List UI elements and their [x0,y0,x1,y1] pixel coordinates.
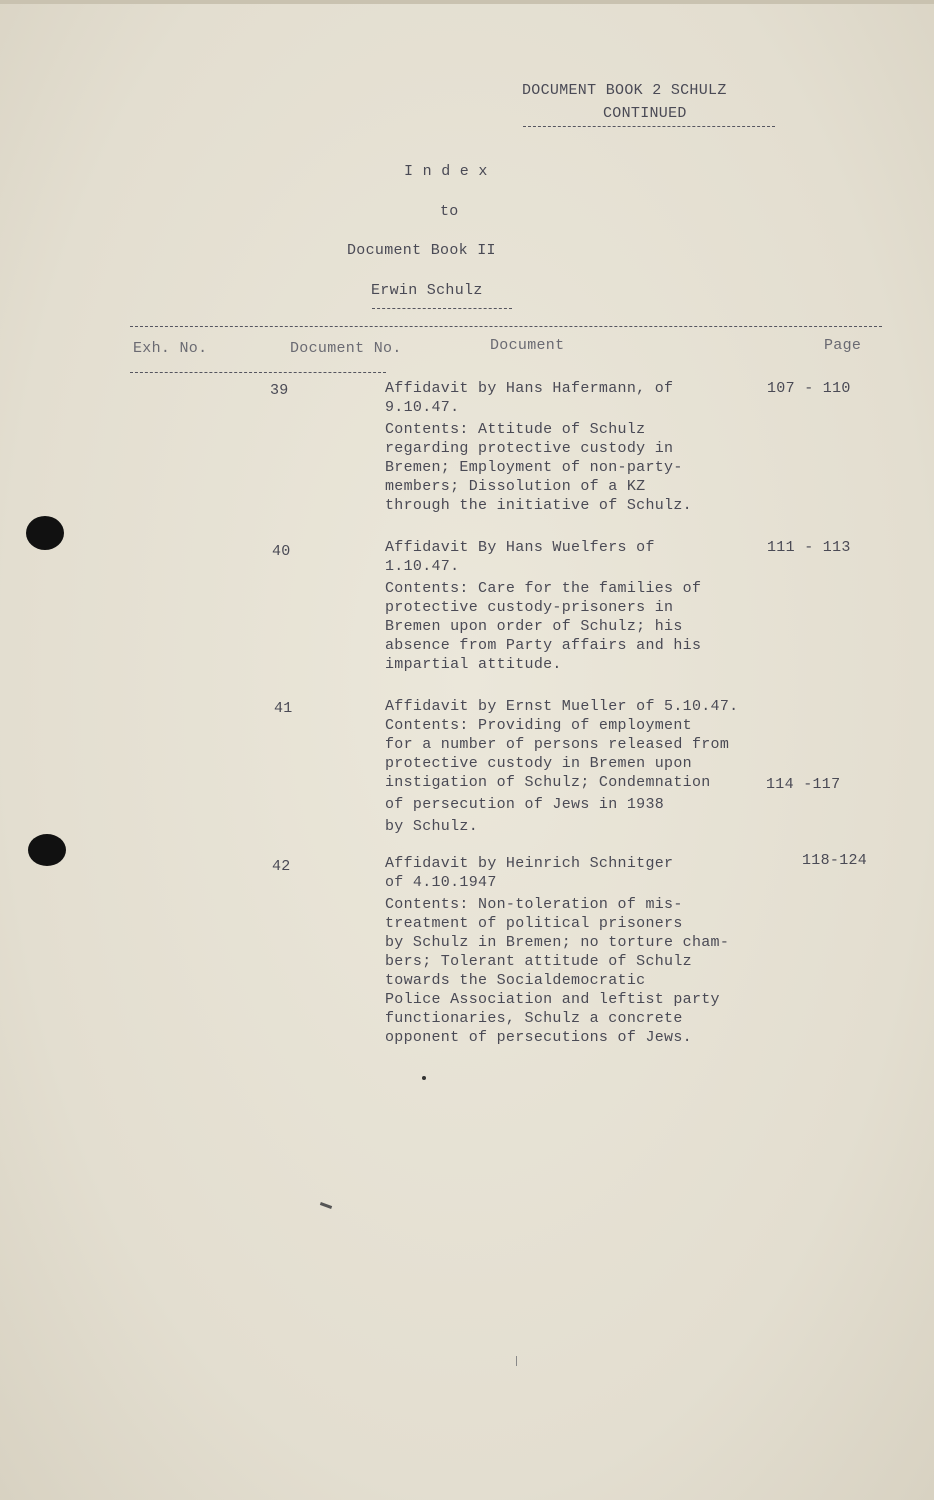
entry-line: absence from Party affairs and his [385,637,702,654]
page-top-edge [0,0,934,4]
entry-doc-no: 42 [272,858,291,875]
punch-hole [26,516,64,550]
entry-line: Contents: Attitude of Schulz [385,421,646,438]
entry-line: members; Dissolution of a KZ [385,478,646,495]
entry-line: towards the Socialdemocratic [385,972,646,989]
entry-line: of 4.10.1947 [385,874,497,891]
entry-line: Bremen; Employment of non-party- [385,459,683,476]
entry-line: by Schulz in Bremen; no torture cham- [385,934,730,951]
entry-line: Police Association and leftist party [385,991,720,1008]
entry-page: 107 - 110 [767,380,851,397]
entry-line: by Schulz. [385,818,479,835]
entry-line: protective custody in Bremen upon [385,755,692,772]
entry-line: of persecution of Jews in 1938 [385,796,665,813]
table-top-rule [130,326,882,327]
index-defendant-name: Erwin Schulz [371,282,483,299]
entry-line: for a number of persons released from [385,736,730,753]
entry-doc-no: 41 [274,700,293,717]
entry-line: regarding protective custody in [385,440,674,457]
entry-line: Contents: Care for the families of [385,580,702,597]
index-document-book: Document Book II [347,242,496,259]
entry-line: Affidavit by Hans Hafermann, of [385,380,674,397]
entry-line: bers; Tolerant attitude of Schulz [385,953,692,970]
col-document-no: Document No. [290,340,402,357]
index-to: to [440,203,459,220]
entry-line: 9.10.47. [385,399,460,416]
entry-doc-no: 39 [270,382,289,399]
ink-speck [422,1076,426,1080]
entry-line: impartial attitude. [385,656,562,673]
col-page: Page [824,337,862,354]
entry-line: Affidavit By Hans Wuelfers of [385,539,655,556]
entry-line: instigation of Schulz; Condemnation [385,774,711,791]
name-underline [372,308,512,309]
entry-line: 1.10.47. [385,558,460,575]
header-underline [523,126,775,127]
entry-page: 111 - 113 [767,539,851,556]
ink-mark [320,1202,332,1209]
entry-line: Contents: Non-toleration of mis- [385,896,683,913]
entry-line: protective custody-prisoners in [385,599,674,616]
col-document: Document [490,337,565,354]
entry-line: Contents: Providing of employment [385,717,692,734]
entry-line: Bremen upon order of Schulz; his [385,618,683,635]
ink-mark [516,1356,517,1366]
entry-line: Affidavit by Heinrich Schnitger [385,855,674,872]
table-header-rule [130,372,386,373]
entry-doc-no: 40 [272,543,291,560]
entry-page: 114 -117 [766,776,841,793]
entry-line: Affidavit by Ernst Mueller of 5.10.47. [385,698,739,715]
col-exh-no: Exh. No. [133,340,208,357]
entry-line: through the initiative of Schulz. [385,497,692,514]
index-title: I n d e x [404,163,488,180]
entry-line: functionaries, Schulz a concrete [385,1010,683,1027]
entry-line: opponent of persecutions of Jews. [385,1029,692,1046]
header-line-1: DOCUMENT BOOK 2 SCHULZ [522,82,727,99]
header-line-2: CONTINUED [603,105,687,122]
entry-line: treatment of political prisoners [385,915,683,932]
entry-page: 118-124 [802,852,868,869]
punch-hole [28,834,66,866]
